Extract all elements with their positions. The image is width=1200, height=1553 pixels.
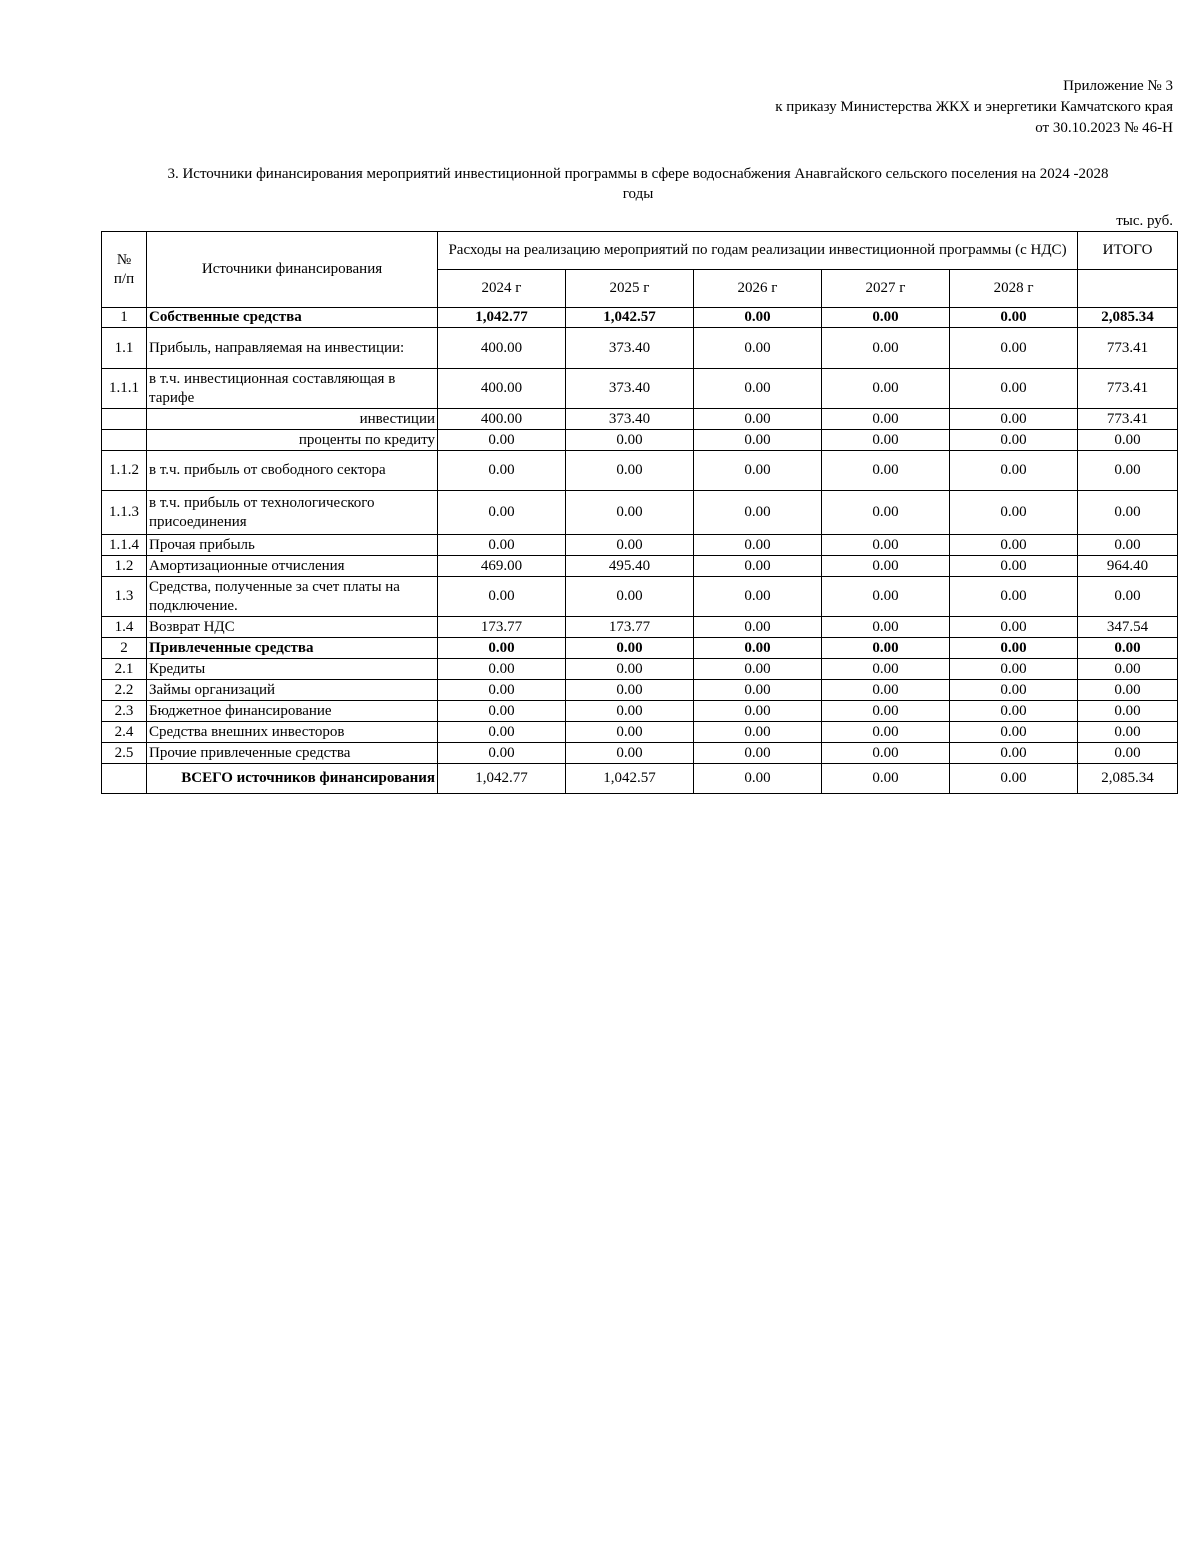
row-number (102, 409, 147, 430)
row-total-value: 0.00 (1078, 451, 1178, 491)
row-year-value: 0.00 (950, 491, 1078, 535)
row-year-value: 400.00 (438, 328, 566, 369)
row-total-value: 0.00 (1078, 491, 1178, 535)
table-row (102, 638, 1178, 659)
header-num (102, 232, 147, 308)
row-year-value: 0.00 (950, 743, 1078, 764)
row-year-value: 0.00 (822, 722, 950, 743)
row-number: 1.2 (102, 556, 147, 577)
row-number: 1.3 (102, 577, 147, 617)
row-source-name: Кредиты (147, 659, 438, 680)
annex-line-1: Приложение № 3 (1063, 78, 1173, 94)
row-year-value: 0.00 (438, 659, 566, 680)
row-year-value: 0.00 (822, 430, 950, 451)
row-year-value: 400.00 (438, 409, 566, 430)
row-year-value: 0.00 (950, 722, 1078, 743)
row-year-value: 1,042.57 (566, 308, 694, 328)
row-source-name: Прочие привлеченные средства (147, 743, 438, 764)
table-row (102, 764, 1178, 794)
row-source-name: Амортизационные отчисления (147, 556, 438, 577)
row-total-value: 964.40 (1078, 556, 1178, 577)
row-year-value: 0.00 (694, 451, 822, 491)
row-year-value: 0.00 (694, 409, 822, 430)
row-year-value: 0.00 (694, 722, 822, 743)
row-year-value: 0.00 (694, 701, 822, 722)
row-source-name: Возврат НДС (147, 617, 438, 638)
row-year-value: 0.00 (438, 535, 566, 556)
row-source-name: Прибыль, направляемая на инвестиции: (147, 328, 438, 369)
row-year-value: 0.00 (694, 430, 822, 451)
table-row (102, 556, 1178, 577)
row-year-value: 0.00 (566, 535, 694, 556)
row-year-value: 0.00 (694, 328, 822, 369)
row-year-value: 0.00 (438, 577, 566, 617)
row-year-value: 0.00 (950, 638, 1078, 659)
row-year-value: 0.00 (950, 617, 1078, 638)
table-row (102, 491, 1178, 535)
row-source-name: Прочая прибыль (147, 535, 438, 556)
annex-block (775, 76, 1173, 139)
row-year-value: 0.00 (694, 535, 822, 556)
table-row (102, 701, 1178, 722)
table-row (102, 577, 1178, 617)
row-source-name: инвестиции (147, 409, 438, 430)
row-year-value: 0.00 (438, 722, 566, 743)
row-total-value: 0.00 (1078, 535, 1178, 556)
table-row (102, 680, 1178, 701)
table-row (102, 409, 1178, 430)
table-body (102, 308, 1178, 794)
header-year: 2025 г (566, 270, 694, 308)
row-year-value: 0.00 (566, 577, 694, 617)
row-year-value: 0.00 (950, 451, 1078, 491)
table-row (102, 659, 1178, 680)
row-source-name: проценты по кредиту (147, 430, 438, 451)
row-year-value: 0.00 (822, 764, 950, 794)
annex-line-3: от 30.10.2023 № 46-Н (1035, 120, 1173, 136)
row-year-value: 0.00 (566, 743, 694, 764)
row-source-name: Средства внешних инвесторов (147, 722, 438, 743)
row-year-value: 0.00 (950, 535, 1078, 556)
row-source-name: ВСЕГО источников финансирования (147, 764, 438, 794)
row-year-value: 0.00 (566, 638, 694, 659)
row-total-value: 0.00 (1078, 743, 1178, 764)
row-year-value: 373.40 (566, 409, 694, 430)
header-total-empty (1078, 270, 1178, 308)
header-num-line-1: № (116, 251, 132, 268)
row-year-value: 0.00 (566, 722, 694, 743)
table-row (102, 617, 1178, 638)
row-year-value: 0.00 (438, 701, 566, 722)
row-source-name: Бюджетное финансирование (147, 701, 438, 722)
row-year-value: 0.00 (438, 638, 566, 659)
row-total-value: 0.00 (1078, 577, 1178, 617)
header-expenses: Расходы на реализацию мероприятий по годам реализации инвестиционной программы (с НДС) (438, 232, 1078, 270)
row-total-value: 2,085.34 (1078, 764, 1178, 794)
row-year-value: 0.00 (822, 556, 950, 577)
row-year-value: 0.00 (950, 659, 1078, 680)
row-number: 1.1.1 (102, 369, 147, 409)
row-year-value: 173.77 (566, 617, 694, 638)
row-year-value: 0.00 (822, 680, 950, 701)
row-year-value: 0.00 (566, 659, 694, 680)
row-year-value: 173.77 (438, 617, 566, 638)
row-number: 1 (102, 308, 147, 328)
row-year-value: 0.00 (822, 535, 950, 556)
header-year: 2024 г (438, 270, 566, 308)
row-year-value: 0.00 (950, 409, 1078, 430)
row-total-value: 0.00 (1078, 638, 1178, 659)
row-year-value: 0.00 (822, 659, 950, 680)
table-row (102, 743, 1178, 764)
row-year-value: 0.00 (950, 308, 1078, 328)
row-total-value: 773.41 (1078, 369, 1178, 409)
units-label: тыс. руб. (1116, 213, 1173, 229)
row-year-value: 469.00 (438, 556, 566, 577)
row-total-value: 773.41 (1078, 409, 1178, 430)
row-total-value: 2,085.34 (1078, 308, 1178, 328)
row-year-value: 0.00 (950, 701, 1078, 722)
row-year-value: 1,042.57 (566, 764, 694, 794)
row-number: 1.1 (102, 328, 147, 369)
title-line-1: 3. Источники финансирования мероприятий инвестиционной программы в сфере водоснабжения Анавгайского сельского поселения на 2024 -2028 (167, 166, 1109, 182)
row-number: 2.1 (102, 659, 147, 680)
row-year-value: 0.00 (822, 369, 950, 409)
row-total-value: 0.00 (1078, 430, 1178, 451)
row-year-value: 0.00 (950, 577, 1078, 617)
row-source-name: Займы организаций (147, 680, 438, 701)
row-year-value: 0.00 (438, 743, 566, 764)
table-row (102, 722, 1178, 743)
annex-line-2: к приказу Министерства ЖКХ и энергетики Камчатского края (775, 99, 1173, 115)
row-source-name: в т.ч. инвестиционная составляющая в тарифе (147, 369, 438, 409)
row-year-value: 0.00 (438, 491, 566, 535)
title-line-2: годы (622, 186, 654, 202)
row-year-value: 0.00 (950, 764, 1078, 794)
row-total-value: 0.00 (1078, 722, 1178, 743)
row-year-value: 0.00 (950, 369, 1078, 409)
row-number: 2.4 (102, 722, 147, 743)
header-num-line-2: п/п (113, 270, 135, 287)
row-year-value: 0.00 (694, 764, 822, 794)
row-year-value: 0.00 (822, 617, 950, 638)
table-row (102, 451, 1178, 491)
table-row (102, 535, 1178, 556)
row-number: 2.3 (102, 701, 147, 722)
row-year-value: 0.00 (438, 680, 566, 701)
row-year-value: 1,042.77 (438, 764, 566, 794)
row-year-value: 0.00 (950, 328, 1078, 369)
row-year-value: 0.00 (822, 638, 950, 659)
row-number: 1.1.4 (102, 535, 147, 556)
row-year-value: 0.00 (438, 451, 566, 491)
row-year-value: 0.00 (694, 308, 822, 328)
row-year-value: 0.00 (950, 430, 1078, 451)
row-number: 1.1.2 (102, 451, 147, 491)
row-year-value: 0.00 (822, 451, 950, 491)
row-year-value: 373.40 (566, 328, 694, 369)
row-number: 2.2 (102, 680, 147, 701)
row-year-value: 0.00 (694, 617, 822, 638)
row-year-value: 0.00 (822, 701, 950, 722)
row-year-value: 0.00 (822, 409, 950, 430)
table-row (102, 430, 1178, 451)
row-year-value: 0.00 (694, 743, 822, 764)
row-year-value: 0.00 (694, 680, 822, 701)
header-total: ИТОГО (1078, 232, 1178, 270)
header-year: 2028 г (950, 270, 1078, 308)
row-year-value: 0.00 (566, 430, 694, 451)
row-source-name: Собственные средства (147, 308, 438, 328)
row-year-value: 0.00 (822, 308, 950, 328)
row-year-value: 0.00 (694, 577, 822, 617)
row-number (102, 430, 147, 451)
row-number: 1.4 (102, 617, 147, 638)
table-row (102, 308, 1178, 328)
table-row (102, 369, 1178, 409)
row-source-name: в т.ч. прибыль от свободного сектора (147, 451, 438, 491)
row-total-value: 0.00 (1078, 659, 1178, 680)
row-year-value: 0.00 (438, 430, 566, 451)
row-year-value: 0.00 (822, 577, 950, 617)
row-year-value: 495.40 (566, 556, 694, 577)
row-year-value: 0.00 (950, 556, 1078, 577)
row-total-value: 0.00 (1078, 701, 1178, 722)
row-year-value: 0.00 (822, 491, 950, 535)
row-year-value: 0.00 (566, 701, 694, 722)
table-row (102, 328, 1178, 369)
row-year-value: 373.40 (566, 369, 694, 409)
row-year-value: 1,042.77 (438, 308, 566, 328)
row-year-value: 0.00 (694, 369, 822, 409)
row-year-value: 0.00 (822, 328, 950, 369)
row-total-value: 773.41 (1078, 328, 1178, 369)
row-source-name: в т.ч. прибыль от технологического присоединения (147, 491, 438, 535)
row-year-value: 0.00 (566, 491, 694, 535)
header-year: 2026 г (694, 270, 822, 308)
row-year-value: 0.00 (694, 659, 822, 680)
row-year-value: 0.00 (822, 743, 950, 764)
row-number: 2 (102, 638, 147, 659)
row-number: 1.1.3 (102, 491, 147, 535)
row-source-name: Средства, полученные за счет платы на подключение. (147, 577, 438, 617)
row-total-value: 0.00 (1078, 680, 1178, 701)
row-total-value: 347.54 (1078, 617, 1178, 638)
document-title (100, 164, 1176, 204)
row-year-value: 400.00 (438, 369, 566, 409)
row-year-value: 0.00 (694, 638, 822, 659)
header-row (102, 232, 1178, 270)
row-number (102, 764, 147, 794)
row-number: 2.5 (102, 743, 147, 764)
header-source: Источники финансирования (147, 232, 438, 308)
row-year-value: 0.00 (694, 491, 822, 535)
row-year-value: 0.00 (566, 451, 694, 491)
financing-table (101, 231, 1178, 794)
row-year-value: 0.00 (566, 680, 694, 701)
row-year-value: 0.00 (694, 556, 822, 577)
row-source-name: Привлеченные средства (147, 638, 438, 659)
row-year-value: 0.00 (950, 680, 1078, 701)
header-year: 2027 г (822, 270, 950, 308)
